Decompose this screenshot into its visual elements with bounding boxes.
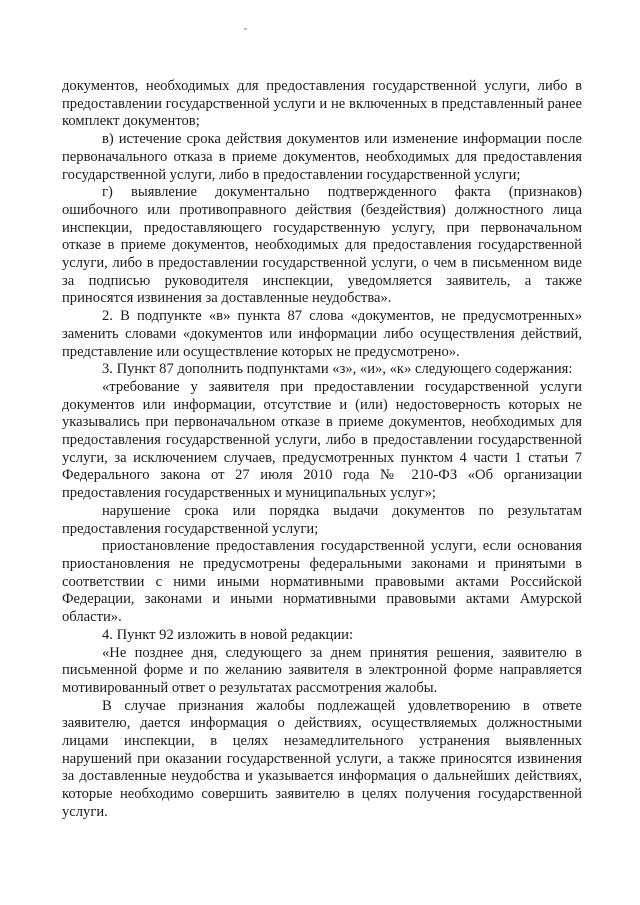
paragraph-amendment-3: 3. Пункт 87 дополнить подпунктами «з», «и», «к» следующего содержания: <box>102 361 573 378</box>
paragraph-item-g: г) выявление документально подтвержденного факта (признаков) ошибочного или противоправного действия (бездействия) должностного лица инспекции, предоставляющего государственную услугу, при первоначальном отказе в приеме документов, необходимых для предоставления государственной услуги, либо в предоставлении государственной услуги, о чем в письменном виде за подписью руководителя инспекции, уведомляется заявитель, а также приносятся извинения за доставленные неудобства». <box>62 184 582 307</box>
paragraph-amendment-2: 2. В подпункте «в» пункта 87 слова «документов, не предусмотренных» заменить словами «документов или информации либо осуществления действий, представление или осуществление которых не предусмотрено». <box>62 308 582 360</box>
paragraph-new-wording: «Не позднее дня, следующего за днем принятия решения, заявителю в письменной форме и по желанию заявителя в электронной форме направляется мотивированный ответ о результатах рассмотрения жалобы. <box>62 644 582 696</box>
paragraph-item-v: в) истечение срока действия документов или изменение информации после первоначального отказа в приеме документов, необходимых для предоставления государственной услуги, либо в предоставлении государственной услуги; <box>62 131 582 183</box>
document-page <box>62 78 582 822</box>
paragraph-item-k: приостановление предоставления государственной услуги, если основания приостановления не предусмотрены федеральными законами и принятыми в соответствии с ними иными нормативными правовыми актами Российской Федерации, законами и иными нормативными правовыми актами Амурской области». <box>62 538 582 626</box>
paragraph-item-i: нарушение срока или порядка выдачи документов по результатам предоставления государственной услуги; <box>62 502 582 537</box>
paragraph-item-z: «требование у заявителя при предоставлении государственной услуги документов или информации, отсутствие и (или) недостоверность которых не указывались при первоначальном отказе в приеме документов, необходимых для предоставления государственной услуги, либо в предоставлении государственной услуги, за исключением случаев, предусмотренных пунктом 4 части 1 статьи 7 Федерального закона от 27 июля 2010 года № 210-ФЗ «Об организации предоставления государственных и муниципальных услуг»; <box>62 378 582 502</box>
scan-speck <box>244 28 247 30</box>
paragraph-continuation: документов, необходимых для предоставления государственной услуги, либо в предоставлении государственной услуги и не включенных в представленный ранее комплект документов; <box>62 78 582 130</box>
paragraph-amendment-4: 4. Пункт 92 изложить в новой редакции: <box>102 626 354 643</box>
paragraph-complaint-response: В случае признания жалобы подлежащей удовлетворению в ответе заявителю, дается информация о действиях, осуществляемых должностными лицами инспекции, в целях незамедлительного устранения выявленных нарушений при оказании государственной услуги, а также приносятся извинения за доставленные неудобства и указывается информация о дальнейших действиях, которые необходимо совершить заявителю в целях получения государственной услуги. <box>62 697 582 820</box>
